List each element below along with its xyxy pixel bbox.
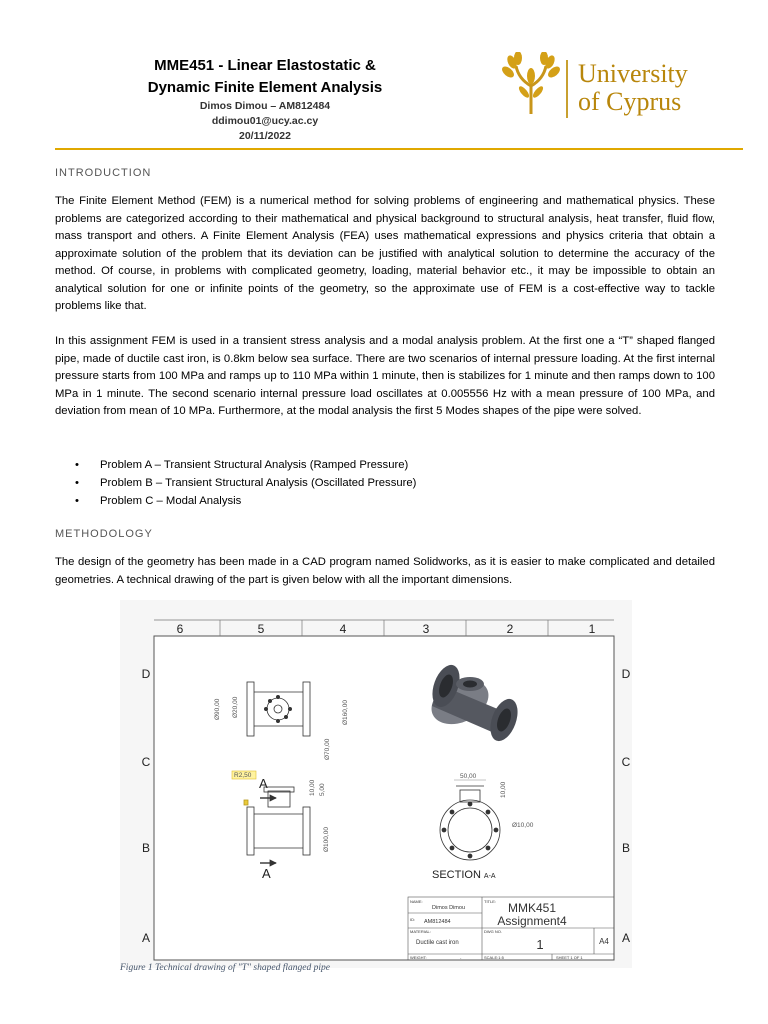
- course-title-line1: MME451 - Linear Elastostatic &: [154, 57, 376, 74]
- author: Dimos Dimou – AM812484: [199, 100, 331, 112]
- title-block-value: Ductile cast iron: [416, 940, 459, 946]
- title-block-label: TITLE:: [484, 899, 497, 904]
- row-label: C: [141, 755, 151, 769]
- dimension-label: R2,50: [234, 772, 252, 779]
- drawing-number: 1: [536, 937, 544, 952]
- scale-label: SCALE:1:5: [484, 955, 504, 960]
- column-label: 2: [506, 622, 514, 636]
- list-item: • Problem A – Transient Structural Analysis (Ramped Pressure): [75, 456, 416, 474]
- title-block-label: NAME:: [410, 899, 423, 904]
- cut-plane-label: A: [259, 776, 268, 791]
- title-block-value: Dimos Dimou: [432, 905, 466, 911]
- title-block-label: ID:: [410, 917, 416, 922]
- logo-divider: [566, 60, 568, 118]
- list-item: • Problem C – Modal Analysis: [75, 492, 416, 510]
- document-header: [120, 55, 410, 144]
- introduction-paragraph-1: The Finite Element Method (FEM) is a numerical method for solving problems of engineering and mathematical physics. These problems are categorized according to their mathematical and physical background to structural analysis, heat transfer, fluid flow, mass transport and others. A Finite Element Analysis (FEA) uses mathematical expressions and physics criteria that obtain a approximate solution of the problem that its deviation can be justified with analytical solution to determine the accuracy of the method. Of course, in problems with complicated geometry, loading, material behavior etc., it may be impossible to obtain an analytical solution for one or infinite points of the geometry, so the approximate use of FEM is a cost-effective way to tackle problems like that.: [55, 195, 715, 312]
- title-block-label: DWG NO.: [484, 929, 502, 934]
- methodology-heading: METHODOLOGY: [55, 528, 153, 540]
- title-block-label: WEIGHT:: [410, 955, 427, 960]
- title-block-value: AM812484: [424, 919, 451, 925]
- problem-list: [75, 456, 416, 510]
- dimension-label: 50,00: [460, 773, 477, 780]
- section-label-suffix: A-A: [483, 873, 496, 880]
- section-label-text: SECTION: [432, 869, 481, 881]
- column-label: 3: [422, 622, 430, 636]
- email: ddimou01@ucy.ac.cy: [211, 115, 319, 127]
- dimension-label: 10,00: [500, 781, 507, 798]
- sheet-label: SHEET 1 OF 1: [556, 955, 583, 960]
- logo-line2: of Cyprus: [578, 87, 682, 116]
- row-label: D: [141, 667, 151, 681]
- dimension-label: 10,00: [309, 779, 316, 796]
- list-item: • Problem B – Transient Structural Analysis (Oscillated Pressure): [75, 474, 416, 492]
- dimension-label: Ø90,00: [214, 698, 221, 720]
- row-label: A: [141, 931, 151, 945]
- drawing-sheet: [120, 600, 632, 968]
- title-block-value: -: [460, 955, 462, 960]
- sheet-size: A4: [599, 937, 609, 946]
- drawing-title-line1: MMK451: [507, 901, 557, 915]
- dimension-label: Ø10,00: [512, 822, 534, 829]
- logo-text: [578, 60, 688, 116]
- column-label: 6: [176, 622, 184, 636]
- dimension-label: 5,00: [319, 783, 326, 796]
- dimension-label: Ø160,00: [342, 700, 349, 725]
- methodology-paragraph: The design of the geometry has been made in a CAD program named Solidworks, as it is easier to make complicated and detailed geometries. A technical drawing of the part is given below with all the important dimensions.: [55, 556, 715, 586]
- title-block-label: MATERIAL:: [410, 929, 431, 934]
- cut-plane-label: A: [262, 866, 271, 881]
- column-label: 1: [588, 622, 596, 636]
- introduction-paragraph-2: In this assignment FEM is used in a transient stress analysis and a modal analysis problem. At the first one a “T” shaped flanged pipe, made of ductile cast iron, is 0.8km below sea surface. There are two scenarios of internal pressure loading. At the first internal pressure starts from 100 MPa and ramps up to 110 MPa within 1 minute, then is stabilizes for 1 minute and then ramps down to 100 MPa in 1 minute. The second scenario internal pressure load oscillates at 0.005556 Hz with a mean pressure of 100 MPa, and deviation from mean of 10 MPa. Furthermore, at the modal analysis the first 5 Modes shapes of the pipe were solved.: [55, 335, 715, 417]
- technical-drawing: [120, 600, 632, 968]
- logo-line1: University: [578, 59, 688, 88]
- drawing-title-line2: Assignment4: [497, 914, 567, 928]
- column-label: 5: [257, 622, 265, 636]
- row-label: C: [621, 755, 631, 769]
- column-label: 4: [339, 622, 347, 636]
- date: 20/11/2022: [239, 130, 291, 142]
- row-label: D: [621, 667, 631, 681]
- university-logo: [498, 52, 708, 122]
- introduction-heading: INTRODUCTION: [55, 167, 152, 179]
- row-label: B: [141, 841, 151, 855]
- dimension-label: Ø70,00: [324, 738, 331, 760]
- dimension-label: Ø100,00: [323, 827, 330, 852]
- dimension-label: Ø20,00: [232, 696, 239, 718]
- row-label: A: [621, 931, 631, 945]
- header-rule: [55, 148, 743, 150]
- figure-caption: Figure 1 Technical drawing of "T" shaped flanged pipe: [120, 963, 330, 973]
- row-label: B: [621, 841, 631, 855]
- olive-branch-icon: [498, 52, 564, 118]
- course-title-line2: Dynamic Finite Element Analysis: [147, 79, 383, 96]
